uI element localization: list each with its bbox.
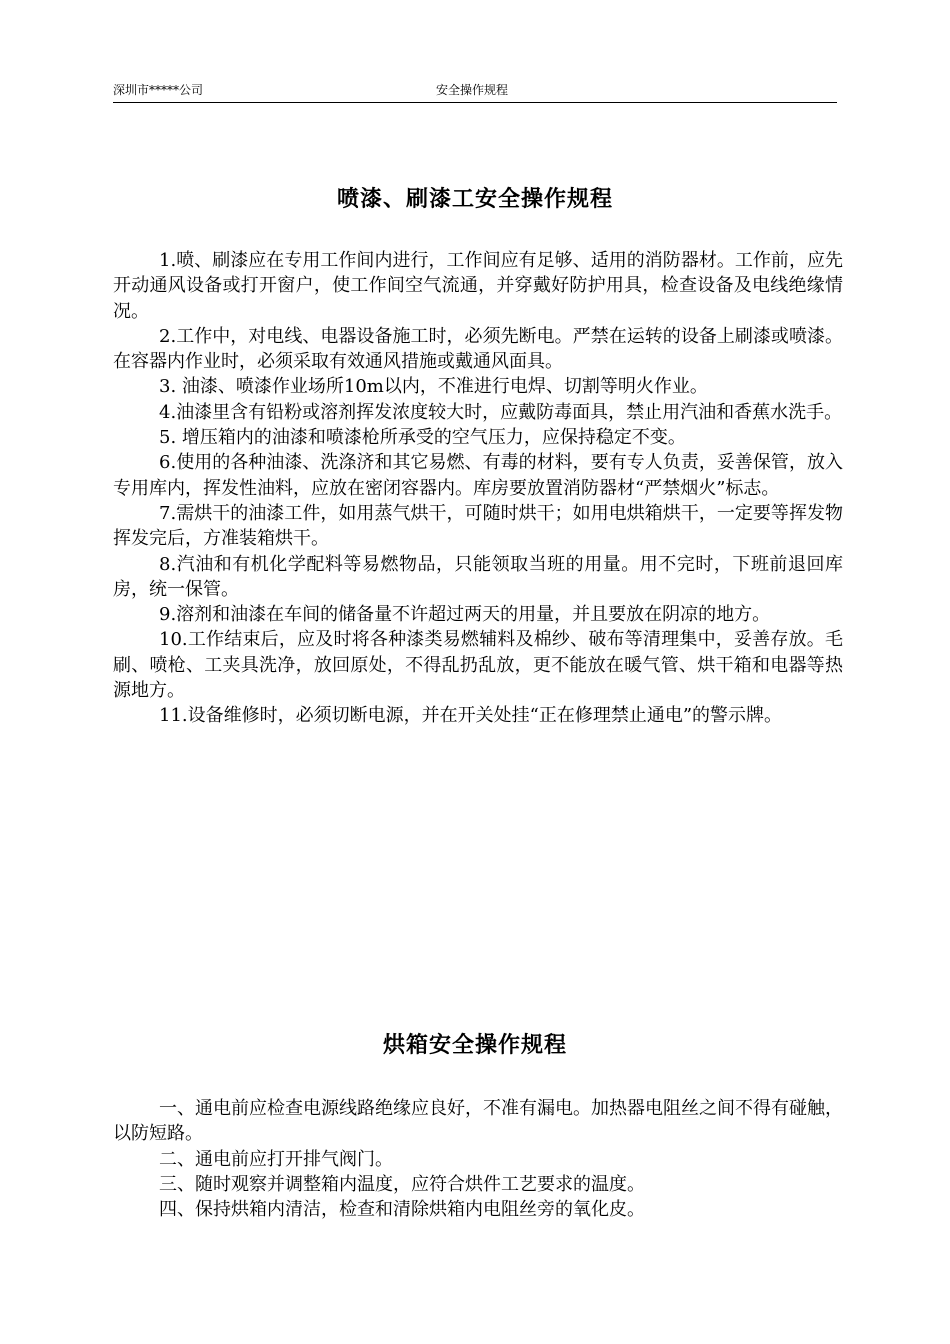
section1-title: 喷漆、刷漆工安全操作规程 (336, 186, 613, 212)
section2-paragraph: 二、通电前应打开排气阀门。 (159, 1148, 393, 1170)
section1-paragraph: 8.汽油和有机化学配料等易燃物品，只能领取当班的用量。用不完时，下班前退回库房，统一保管。 (113, 553, 843, 600)
section1-paragraph: 2.工作中，对电线、电器设备施工时，必须先断电。严禁在运转的设备上刷漆或喷漆。在容器内作业时，必须采取有效通风措施或戴通风面具。 (113, 325, 843, 373)
section1-body (113, 248, 843, 729)
page-header (113, 82, 837, 103)
section2-paragraph: 一、通电前应检查电源线路绝缘应良好，不准有漏电。加热器电阻丝之间不得有碰触，以防短路。 (113, 1098, 843, 1145)
section2-paragraph: 四、保持烘箱内清洁，检查和清除烘箱内电阻丝旁的氧化皮。 (159, 1199, 645, 1221)
section1-paragraph: 5. 增压箱内的油漆和喷漆枪所承受的空气压力，应保持稳定不变。 (159, 427, 686, 449)
section1-paragraph: 7.需烘干的油漆工件，如用蒸气烘干，可随时烘干；如用电烘箱烘干，一定要等挥发物挥发完后，方准装箱烘干。 (113, 502, 843, 550)
section1-paragraph: 9.溶剂和油漆在车间的储备量不许超过两天的用量，并且要放在阴凉的地方。 (159, 604, 771, 626)
section1-paragraph: 10.工作结束后，应及时将各种漆类易燃辅料及棉纱、破布等清理集中，妥善存放。毛刷、喷枪、工夹具洗净，放回原处，不得乱扔乱放，更不能放在暖气管、烘干箱和电器等热源地方。 (113, 629, 843, 702)
section1-paragraph: 1.喷、刷漆应在专用工作间内进行，工作间应有足够、适用的消防器材。工作前，应先开动通风设备或打开窗户，使工作间空气流通，并穿戴好防护用具，检查设备及电线绝缘情况。 (113, 250, 843, 322)
section1-paragraph: 4.油漆里含有铅粉或溶剂挥发浓度较大时，应戴防毒面具，禁止用汽油和香蕉水洗手。 (159, 401, 843, 423)
section1-paragraph: 3. 油漆、喷漆作业场所10m以内，不准进行电焊、切割等明火作业。 (159, 376, 708, 398)
section2-title: 烘箱安全操作规程 (382, 1032, 567, 1058)
section1-paragraph: 11.设备维修时，必须切断电源，并在开关处挂“正在修理禁止通电”的警示牌。 (159, 705, 783, 727)
section2-paragraph: 三、随时观察并调整箱内温度，应符合烘件工艺要求的温度。 (159, 1173, 645, 1195)
section2-body (113, 1096, 843, 1222)
section1-paragraph: 6.使用的各种油漆、洗涤济和其它易燃、有毒的材料，要有专人负责，妥善保管，放入专用库内，挥发性油料，应放在密闭容器内。库房要放置消防器材“严禁烟火”标志。 (113, 452, 843, 499)
header-doc-name: 安全操作规程 (436, 83, 509, 97)
header-company: 深圳市*****公司 (113, 83, 204, 97)
